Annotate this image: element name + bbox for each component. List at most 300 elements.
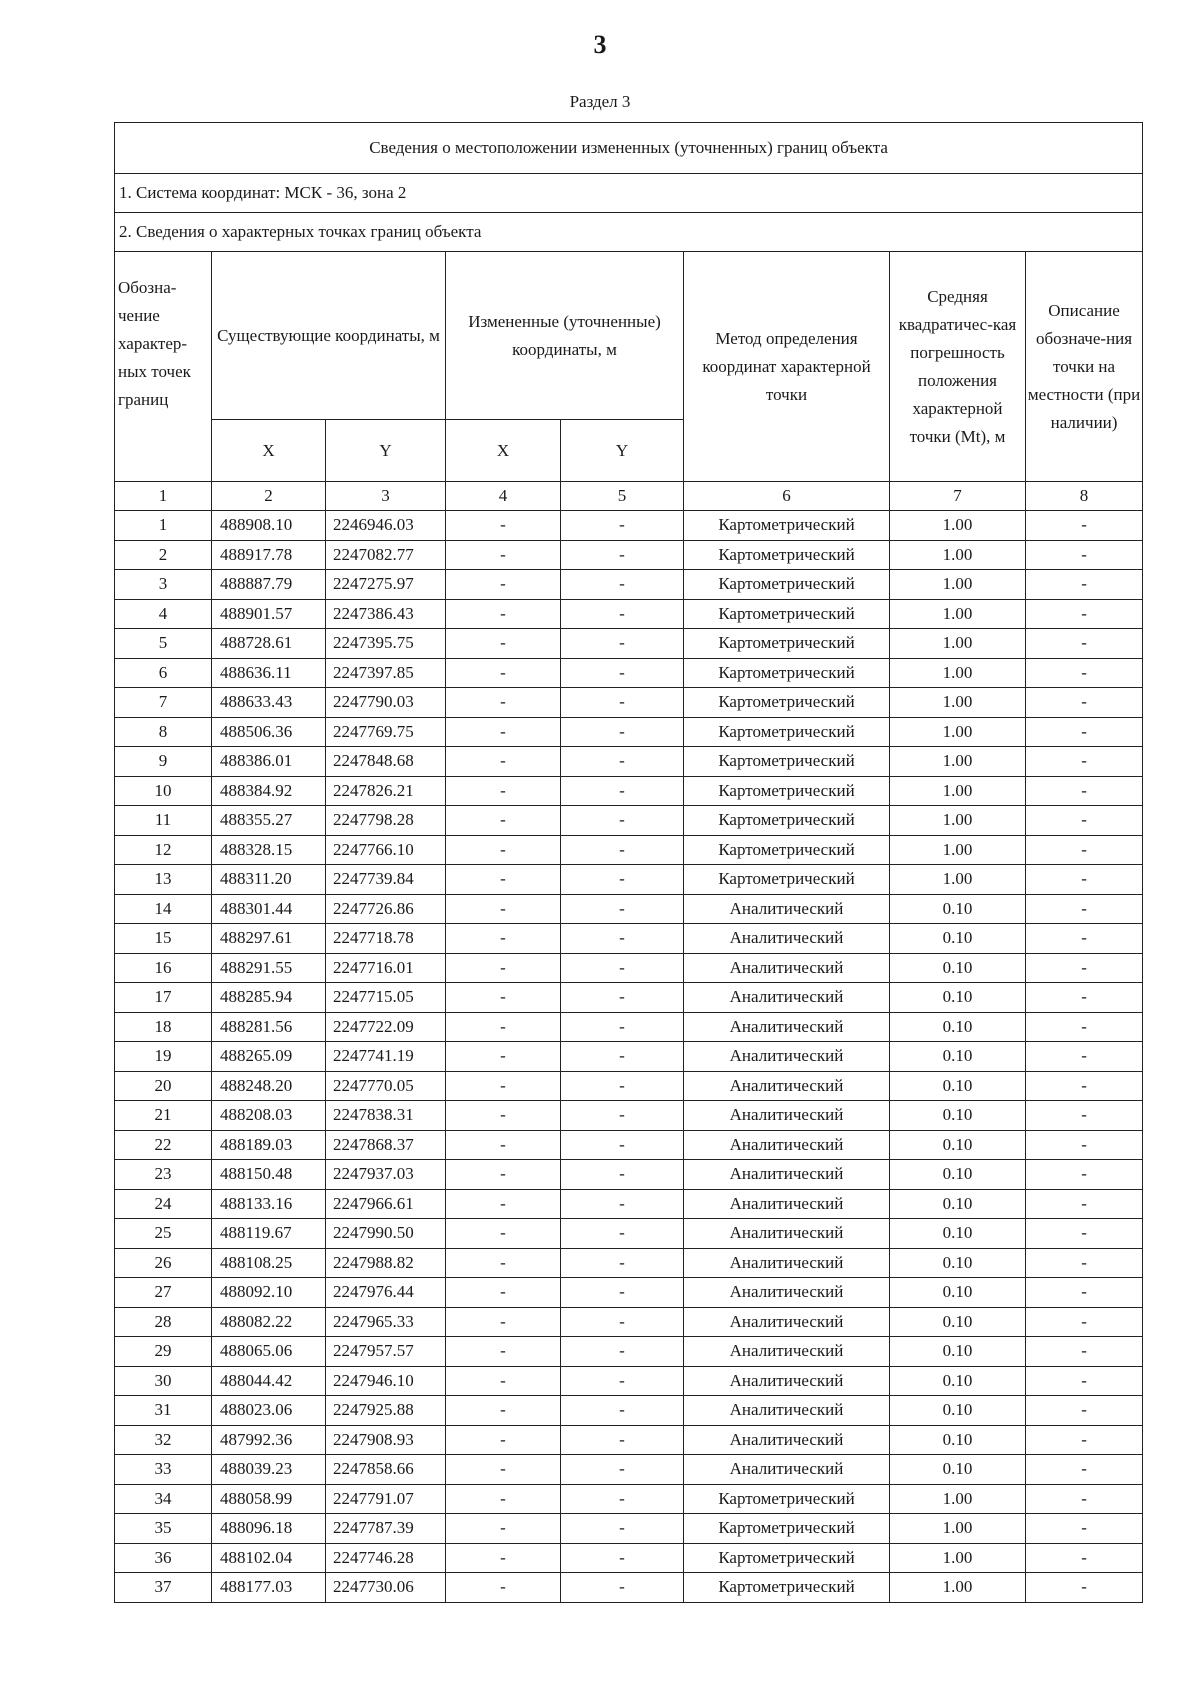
point-number-cell: 24 [115,1189,212,1219]
changed-x-cell: - [446,717,561,747]
changed-x-cell: - [446,599,561,629]
point-number-cell: 9 [115,747,212,777]
existing-x-cell: 488039.23 [212,1455,326,1485]
table-row [115,865,1143,895]
changed-y-cell: - [561,1012,684,1042]
error-cell: 1.00 [890,1543,1026,1573]
existing-y-cell: 2247990.50 [326,1219,446,1249]
error-cell: 1.00 [890,629,1026,659]
point-number-cell: 31 [115,1396,212,1426]
changed-x-cell: - [446,658,561,688]
changed-y-cell: - [561,835,684,865]
description-cell: - [1026,1484,1143,1514]
existing-x-cell: 488265.09 [212,1042,326,1072]
description-cell: - [1026,1573,1143,1603]
method-cell: Аналитический [684,1248,890,1278]
existing-y-cell: 2247965.33 [326,1307,446,1337]
table-row [115,747,1143,777]
table-row [115,835,1143,865]
method-cell: Картометрический [684,688,890,718]
header-existing-coords: Существующие координаты, м [212,252,446,420]
changed-y-cell: - [561,1366,684,1396]
existing-x-cell: 488301.44 [212,894,326,924]
changed-x-cell: - [446,1366,561,1396]
error-cell: 0.10 [890,1071,1026,1101]
existing-y-cell: 2247715.05 [326,983,446,1013]
changed-x-cell: - [446,688,561,718]
changed-x-cell: - [446,1101,561,1131]
changed-x-cell: - [446,629,561,659]
existing-y-cell: 2247730.06 [326,1573,446,1603]
changed-y-cell: - [561,629,684,659]
error-cell: 1.00 [890,599,1026,629]
changed-x-cell: - [446,1278,561,1308]
point-number-cell: 17 [115,983,212,1013]
point-number-cell: 35 [115,1514,212,1544]
error-cell: 0.10 [890,1042,1026,1072]
existing-x-cell: 488092.10 [212,1278,326,1308]
method-cell: Аналитический [684,1366,890,1396]
table-row [115,894,1143,924]
description-cell: - [1026,658,1143,688]
error-cell: 0.10 [890,1189,1026,1219]
point-number-cell: 5 [115,629,212,659]
column-number: 5 [561,482,684,511]
point-number-cell: 15 [115,924,212,954]
method-cell: Аналитический [684,1307,890,1337]
description-cell: - [1026,1189,1143,1219]
existing-y-cell: 2247395.75 [326,629,446,659]
existing-y-cell: 2247716.01 [326,953,446,983]
changed-x-cell: - [446,747,561,777]
method-cell: Аналитический [684,1455,890,1485]
method-cell: Картометрический [684,776,890,806]
changed-y-cell: - [561,983,684,1013]
table-row [115,1337,1143,1367]
existing-x-cell: 488119.67 [212,1219,326,1249]
description-cell: - [1026,865,1143,895]
existing-x-cell: 488108.25 [212,1248,326,1278]
point-number-cell: 23 [115,1160,212,1190]
error-cell: 1.00 [890,540,1026,570]
description-cell: - [1026,1307,1143,1337]
existing-y-cell: 2247838.31 [326,1101,446,1131]
method-cell: Картометрический [684,658,890,688]
method-cell: Аналитический [684,1337,890,1367]
existing-y-cell: 2247798.28 [326,806,446,836]
description-cell: - [1026,806,1143,836]
point-number-cell: 13 [115,865,212,895]
existing-y-cell: 2247741.19 [326,1042,446,1072]
point-number-cell: 16 [115,953,212,983]
table-row [115,1484,1143,1514]
table-row [115,1396,1143,1426]
existing-x-cell: 488636.11 [212,658,326,688]
changed-y-cell: - [561,1396,684,1426]
table-row [115,983,1143,1013]
column-number: 1 [115,482,212,511]
points-heading: 2. Сведения о характерных точках границ объекта [115,213,1143,252]
header-point-designation: Обозна-чение характер-ных точек границ [115,252,212,482]
error-cell: 0.10 [890,1307,1026,1337]
changed-y-cell: - [561,1219,684,1249]
method-cell: Картометрический [684,1514,890,1544]
table-row [115,1307,1143,1337]
point-number-cell: 34 [115,1484,212,1514]
point-number-cell: 7 [115,688,212,718]
point-number-cell: 19 [115,1042,212,1072]
column-number: 3 [326,482,446,511]
existing-x-cell: 487992.36 [212,1425,326,1455]
table-body [115,511,1143,1603]
point-number-cell: 21 [115,1101,212,1131]
existing-x-cell: 488311.20 [212,865,326,895]
description-cell: - [1026,835,1143,865]
changed-y-cell: - [561,599,684,629]
error-cell: 0.10 [890,1278,1026,1308]
method-cell: Картометрический [684,540,890,570]
error-cell: 0.10 [890,1130,1026,1160]
changed-x-cell: - [446,983,561,1013]
table-row [115,1042,1143,1072]
existing-y-cell: 2247957.57 [326,1337,446,1367]
changed-x-cell: - [446,835,561,865]
existing-x-cell: 488058.99 [212,1484,326,1514]
error-cell: 1.00 [890,776,1026,806]
table-row [115,1130,1143,1160]
point-number-cell: 29 [115,1337,212,1367]
point-number-cell: 14 [115,894,212,924]
description-cell: - [1026,599,1143,629]
existing-y-cell: 2247858.66 [326,1455,446,1485]
existing-y-cell: 2247791.07 [326,1484,446,1514]
changed-y-cell: - [561,1130,684,1160]
method-cell: Аналитический [684,1278,890,1308]
description-cell: - [1026,1396,1143,1426]
error-cell: 0.10 [890,1396,1026,1426]
method-cell: Аналитический [684,894,890,924]
existing-y-cell: 2247925.88 [326,1396,446,1426]
method-cell: Картометрический [684,599,890,629]
existing-y-cell: 2247746.28 [326,1543,446,1573]
existing-y-cell: 2247739.84 [326,865,446,895]
description-cell: - [1026,540,1143,570]
changed-x-cell: - [446,1071,561,1101]
changed-x-cell: - [446,570,561,600]
method-cell: Картометрический [684,806,890,836]
description-cell: - [1026,1248,1143,1278]
table-title: Сведения о местоположении измененных (уточненных) границ объекта [115,123,1143,174]
error-cell: 0.10 [890,1366,1026,1396]
column-number: 8 [1026,482,1143,511]
table-row [115,1278,1143,1308]
existing-y-cell: 2247976.44 [326,1278,446,1308]
table-row [115,1219,1143,1249]
point-number-cell: 12 [115,835,212,865]
column-number: 6 [684,482,890,511]
existing-x-cell: 488633.43 [212,688,326,718]
changed-x-cell: - [446,540,561,570]
method-cell: Аналитический [684,1012,890,1042]
table-row [115,1514,1143,1544]
point-number-cell: 36 [115,1543,212,1573]
changed-y-cell: - [561,747,684,777]
column-numbers-row [115,482,1143,511]
existing-y-cell: 2247718.78 [326,924,446,954]
header-method: Метод определения координат характерной точки [684,252,890,482]
description-cell: - [1026,924,1143,954]
changed-x-cell: - [446,894,561,924]
existing-x-cell: 488908.10 [212,511,326,541]
table-row [115,1189,1143,1219]
table-row [115,599,1143,629]
changed-y-cell: - [561,1307,684,1337]
error-cell: 0.10 [890,1337,1026,1367]
column-number: 7 [890,482,1026,511]
changed-y-cell: - [561,540,684,570]
table-row [115,1425,1143,1455]
existing-y-cell: 2247770.05 [326,1071,446,1101]
table-row [115,658,1143,688]
method-cell: Аналитический [684,983,890,1013]
existing-x-cell: 488328.15 [212,835,326,865]
error-cell: 0.10 [890,1160,1026,1190]
coord-system: 1. Система координат: МСК - 36, зона 2 [115,174,1143,213]
changed-y-cell: - [561,1101,684,1131]
description-cell: - [1026,953,1143,983]
table-row [115,717,1143,747]
description-cell: - [1026,1425,1143,1455]
description-cell: - [1026,511,1143,541]
existing-x-cell: 488887.79 [212,570,326,600]
method-cell: Картометрический [684,747,890,777]
changed-x-cell: - [446,1012,561,1042]
method-cell: Картометрический [684,570,890,600]
method-cell: Картометрический [684,717,890,747]
table-row [115,1101,1143,1131]
error-cell: 0.10 [890,1101,1026,1131]
changed-y-cell: - [561,1042,684,1072]
point-number-cell: 27 [115,1278,212,1308]
changed-y-cell: - [561,776,684,806]
existing-x-cell: 488177.03 [212,1573,326,1603]
changed-x-cell: - [446,1042,561,1072]
table-row [115,688,1143,718]
description-cell: - [1026,570,1143,600]
boundary-points-table [114,122,1143,1603]
error-cell: 1.00 [890,511,1026,541]
changed-x-cell: - [446,1189,561,1219]
table-row [115,570,1143,600]
table-row [115,1248,1143,1278]
method-cell: Картометрический [684,629,890,659]
method-cell: Аналитический [684,1042,890,1072]
changed-y-cell: - [561,806,684,836]
table-row [115,1455,1143,1485]
point-number-cell: 32 [115,1425,212,1455]
changed-y-cell: - [561,1189,684,1219]
changed-x-cell: - [446,776,561,806]
error-cell: 0.10 [890,1219,1026,1249]
description-cell: - [1026,1543,1143,1573]
method-cell: Картометрический [684,511,890,541]
point-number-cell: 4 [115,599,212,629]
changed-x-cell: - [446,953,561,983]
description-cell: - [1026,1514,1143,1544]
existing-x-cell: 488023.06 [212,1396,326,1426]
error-cell: 1.00 [890,1484,1026,1514]
changed-x-cell: - [446,1514,561,1544]
existing-y-cell: 2247787.39 [326,1514,446,1544]
description-cell: - [1026,629,1143,659]
existing-x-cell: 488355.27 [212,806,326,836]
method-cell: Аналитический [684,1425,890,1455]
point-number-cell: 6 [115,658,212,688]
table-row [115,1160,1143,1190]
changed-x-cell: - [446,1248,561,1278]
error-cell: 1.00 [890,688,1026,718]
description-cell: - [1026,1219,1143,1249]
changed-x-cell: - [446,1573,561,1603]
changed-x-cell: - [446,1543,561,1573]
description-cell: - [1026,1012,1143,1042]
changed-y-cell: - [561,1337,684,1367]
changed-x-cell: - [446,1455,561,1485]
page-number: 3 [593,30,607,59]
point-number-cell: 8 [115,717,212,747]
error-cell: 1.00 [890,1573,1026,1603]
method-cell: Аналитический [684,953,890,983]
header-changed-coords: Измененные (уточненные) координаты, м [446,252,684,420]
changed-y-cell: - [561,658,684,688]
error-cell: 1.00 [890,747,1026,777]
existing-y-cell: 2247937.03 [326,1160,446,1190]
existing-x-cell: 488384.92 [212,776,326,806]
column-number: 4 [446,482,561,511]
table-row [115,629,1143,659]
error-cell: 0.10 [890,953,1026,983]
method-cell: Картометрический [684,1573,890,1603]
description-cell: - [1026,1130,1143,1160]
existing-y-cell: 2247397.85 [326,658,446,688]
point-number-cell: 30 [115,1366,212,1396]
error-cell: 1.00 [890,865,1026,895]
table-row [115,1543,1143,1573]
column-number: 2 [212,482,326,511]
changed-x-cell: - [446,1130,561,1160]
header-description: Описание обозначе-ния точки на местности (при наличии) [1026,252,1143,482]
changed-x-cell: - [446,865,561,895]
existing-x-cell: 488189.03 [212,1130,326,1160]
method-cell: Аналитический [684,1101,890,1131]
existing-y-cell: 2246946.03 [326,511,446,541]
table-row [115,924,1143,954]
description-cell: - [1026,1071,1143,1101]
table-row [115,806,1143,836]
method-cell: Аналитический [684,1130,890,1160]
header-changed-y: Y [561,420,684,482]
changed-x-cell: - [446,1307,561,1337]
existing-x-cell: 488506.36 [212,717,326,747]
error-cell: 1.00 [890,570,1026,600]
error-cell: 0.10 [890,1248,1026,1278]
changed-y-cell: - [561,1160,684,1190]
method-cell: Аналитический [684,1189,890,1219]
error-cell: 1.00 [890,806,1026,836]
changed-x-cell: - [446,924,561,954]
table-row [115,1012,1143,1042]
error-cell: 0.10 [890,1425,1026,1455]
description-cell: - [1026,1366,1143,1396]
description-cell: - [1026,776,1143,806]
changed-y-cell: - [561,570,684,600]
table-row [115,511,1143,541]
description-cell: - [1026,747,1143,777]
error-cell: 1.00 [890,835,1026,865]
description-cell: - [1026,1337,1143,1367]
section-label: Раздел 3 [569,92,631,111]
error-cell: 0.10 [890,894,1026,924]
method-cell: Аналитический [684,924,890,954]
method-cell: Картометрический [684,1484,890,1514]
changed-y-cell: - [561,1248,684,1278]
changed-y-cell: - [561,1484,684,1514]
existing-y-cell: 2247769.75 [326,717,446,747]
changed-x-cell: - [446,1396,561,1426]
point-number-cell: 18 [115,1012,212,1042]
method-cell: Аналитический [684,1071,890,1101]
changed-x-cell: - [446,806,561,836]
method-cell: Аналитический [684,1219,890,1249]
error-cell: 0.10 [890,924,1026,954]
existing-y-cell: 2247766.10 [326,835,446,865]
table-row [115,540,1143,570]
existing-x-cell: 488082.22 [212,1307,326,1337]
point-number-cell: 25 [115,1219,212,1249]
existing-x-cell: 488096.18 [212,1514,326,1544]
changed-x-cell: - [446,1219,561,1249]
existing-x-cell: 488901.57 [212,599,326,629]
description-cell: - [1026,688,1143,718]
point-number-cell: 1 [115,511,212,541]
description-cell: - [1026,1101,1143,1131]
changed-y-cell: - [561,1071,684,1101]
table-row [115,1366,1143,1396]
description-cell: - [1026,1455,1143,1485]
error-cell: 0.10 [890,983,1026,1013]
header-changed-x: X [446,420,561,482]
table-row [115,776,1143,806]
method-cell: Аналитический [684,1160,890,1190]
error-cell: 0.10 [890,1012,1026,1042]
header-error: Средняя квадратичес-кая погрешность положения характерной точки (Mt), м [890,252,1026,482]
error-cell: 1.00 [890,658,1026,688]
table-row [115,1573,1143,1603]
method-cell: Картометрический [684,865,890,895]
changed-y-cell: - [561,924,684,954]
existing-y-cell: 2247988.82 [326,1248,446,1278]
header-existing-x: X [212,420,326,482]
description-cell: - [1026,1042,1143,1072]
changed-x-cell: - [446,1484,561,1514]
changed-y-cell: - [561,1455,684,1485]
point-number-cell: 37 [115,1573,212,1603]
point-number-cell: 2 [115,540,212,570]
description-cell: - [1026,1278,1143,1308]
description-cell: - [1026,1160,1143,1190]
changed-y-cell: - [561,1514,684,1544]
point-number-cell: 10 [115,776,212,806]
